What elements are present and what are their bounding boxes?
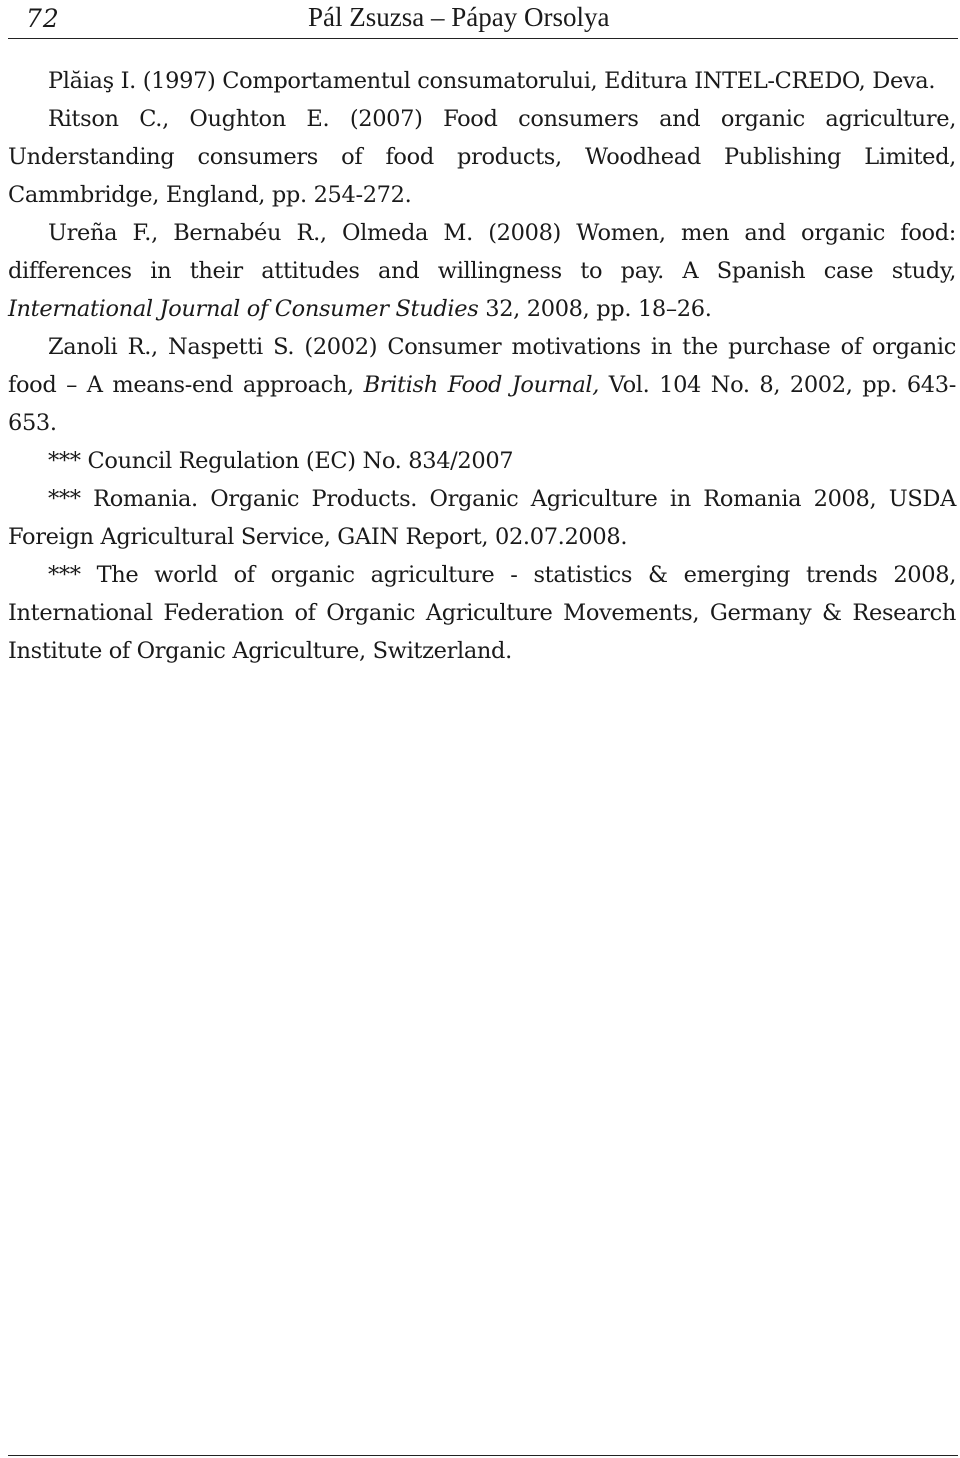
reference-item — [8, 214, 956, 328]
reference-journal: British Food Journal, — [363, 372, 600, 398]
reference-text: *** Council Regulation (EC) No. 834/2007 — [48, 448, 514, 474]
reference-item — [8, 480, 956, 556]
reference-list — [8, 62, 956, 670]
reference-text-after: 32, 2008, pp. 18–26. — [478, 296, 712, 322]
page-header — [8, 0, 958, 39]
reference-item — [8, 100, 956, 214]
reference-text-after: Vol. 104 No. 8, 2002, pp. 643-653. — [8, 372, 956, 436]
reference-item — [8, 328, 956, 442]
running-head: Pál Zsuzsa – Pápay Orsolya — [308, 2, 610, 32]
reference-text: Ritson C., Oughton E. (2007) Food consumers and organic agriculture, Understanding consumers of food products, Woodhead Publishing Limited, Cammbridge, England, pp. 254-272. — [8, 106, 956, 208]
reference-text: *** The world of organic agriculture - statistics & emerging trends 2008, International Federation of Organic Agriculture Movements, Germany & Research Institute of Organic Agriculture, Switzerland. — [8, 562, 956, 664]
reference-text: Ureña F., Bernabéu R., Olmeda M. (2008) Women, men and organic food: differences in their attitudes and willingness to pay. A Spanish case study, — [8, 220, 956, 284]
reference-text: *** Romania. Organic Products. Organic Agriculture in Romania 2008, USDA Foreign Agricultural Service, GAIN Report, 02.07.2008. — [8, 486, 956, 550]
reference-text: Plăiaş I. (1997) Comportamentul consumatorului, Editura INTEL-CREDO, Deva. — [48, 68, 936, 94]
reference-item — [8, 62, 956, 100]
reference-journal: International Journal of Consumer Studies — [8, 296, 479, 322]
reference-text: Zanoli R., Naspetti S. (2002) Consumer motivations in the purchase of organic food – A means-end approach, — [8, 334, 956, 398]
reference-item — [8, 442, 956, 480]
reference-item — [8, 556, 956, 670]
footer-rule — [8, 1455, 958, 1456]
page-number: 72 — [26, 4, 60, 33]
